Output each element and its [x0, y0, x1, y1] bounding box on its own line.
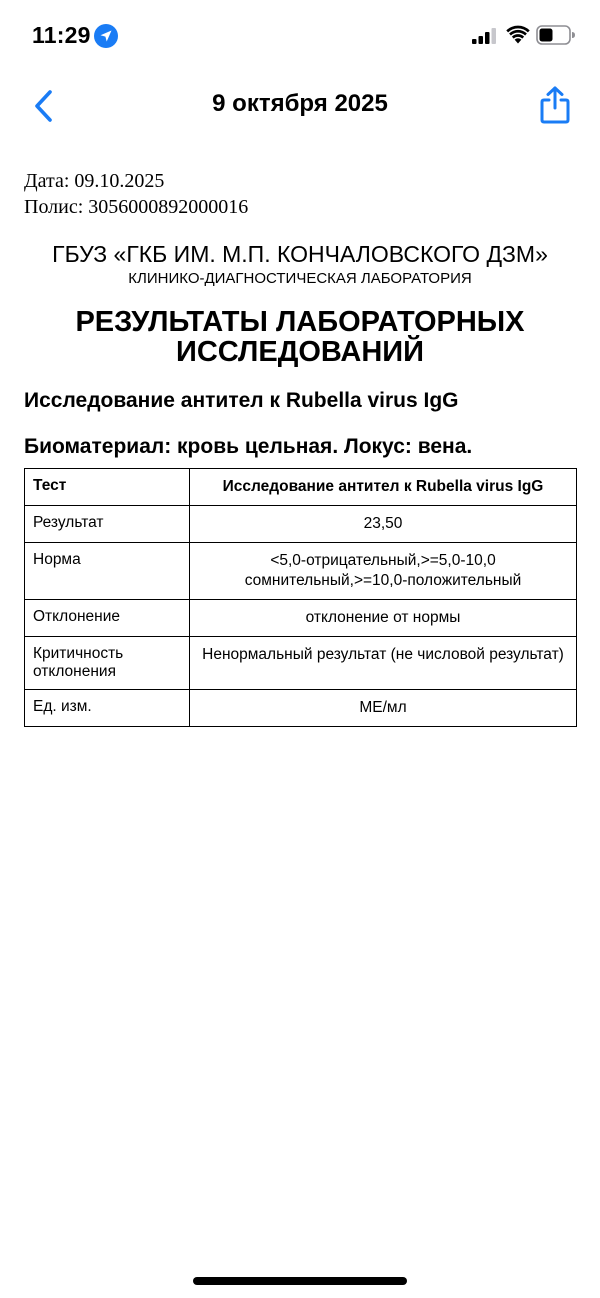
- table-cell-value: Исследование антител к Rubella virus IgG: [190, 469, 577, 506]
- document-date: Дата: 09.10.2025: [24, 170, 165, 192]
- laboratory-name: КЛИНИКО-ДИАГНОСТИЧЕСКАЯ ЛАБОРАТОРИЯ: [128, 270, 472, 287]
- study-heading: Исследование антител к Rubella virus IgG: [24, 389, 459, 412]
- table-cell-value: отклонение от нормы: [190, 600, 577, 637]
- biomaterial-info: Биоматериал: кровь цельная. Локус: вена.: [24, 435, 473, 458]
- policy-number: Полис: 3056000892000016: [24, 196, 249, 218]
- page-title: 9 октября 2025: [212, 90, 388, 117]
- results-table: [24, 468, 577, 727]
- document-title-line1: РЕЗУЛЬТАТЫ ЛАБОРАТОРНЫХ: [75, 306, 525, 338]
- document-title: [20, 307, 580, 367]
- document-meta: [24, 168, 248, 220]
- table-row-result: [25, 506, 577, 543]
- table-row-unit: [25, 690, 577, 727]
- share-button[interactable]: [538, 84, 572, 126]
- table-cell-value: <5,0-отрицательный,>=5,0-10,0 сомнительный,>=10,0-положительный: [190, 543, 577, 600]
- home-indicator[interactable]: [193, 1277, 407, 1285]
- table-cell-value: 23,50: [190, 506, 577, 543]
- table-cell-label: Результат: [25, 506, 190, 543]
- table-cell-label: Норма: [25, 543, 190, 600]
- table-cell-label: Ед. изм.: [25, 690, 190, 727]
- share-icon: [542, 88, 568, 122]
- table-cell-value: Ненормальный результат (не числовой результат): [190, 637, 577, 690]
- table-cell-label: Критичность отклонения: [25, 637, 190, 690]
- wifi-icon: [506, 25, 530, 44]
- status-bar: [0, 0, 600, 70]
- table-row-criticality: [25, 637, 577, 690]
- battery-icon: [536, 25, 576, 45]
- table-cell-value: МЕ/мл: [190, 690, 577, 727]
- document-title-line2: ИССЛЕДОВАНИЙ: [176, 336, 424, 368]
- table-row-test: [25, 469, 577, 506]
- table-row-norm: [25, 543, 577, 600]
- table-row-deviation: [25, 600, 577, 637]
- organization-name: ГБУЗ «ГКБ ИМ. М.П. КОНЧАЛОВСКОГО ДЗМ»: [52, 241, 548, 267]
- status-time: 11:29: [32, 22, 91, 48]
- table-cell-label: Тест: [25, 469, 190, 506]
- table-cell-label: Отклонение: [25, 600, 190, 637]
- location-arrow-icon: [94, 24, 118, 48]
- cellular-signal-icon: [472, 28, 498, 44]
